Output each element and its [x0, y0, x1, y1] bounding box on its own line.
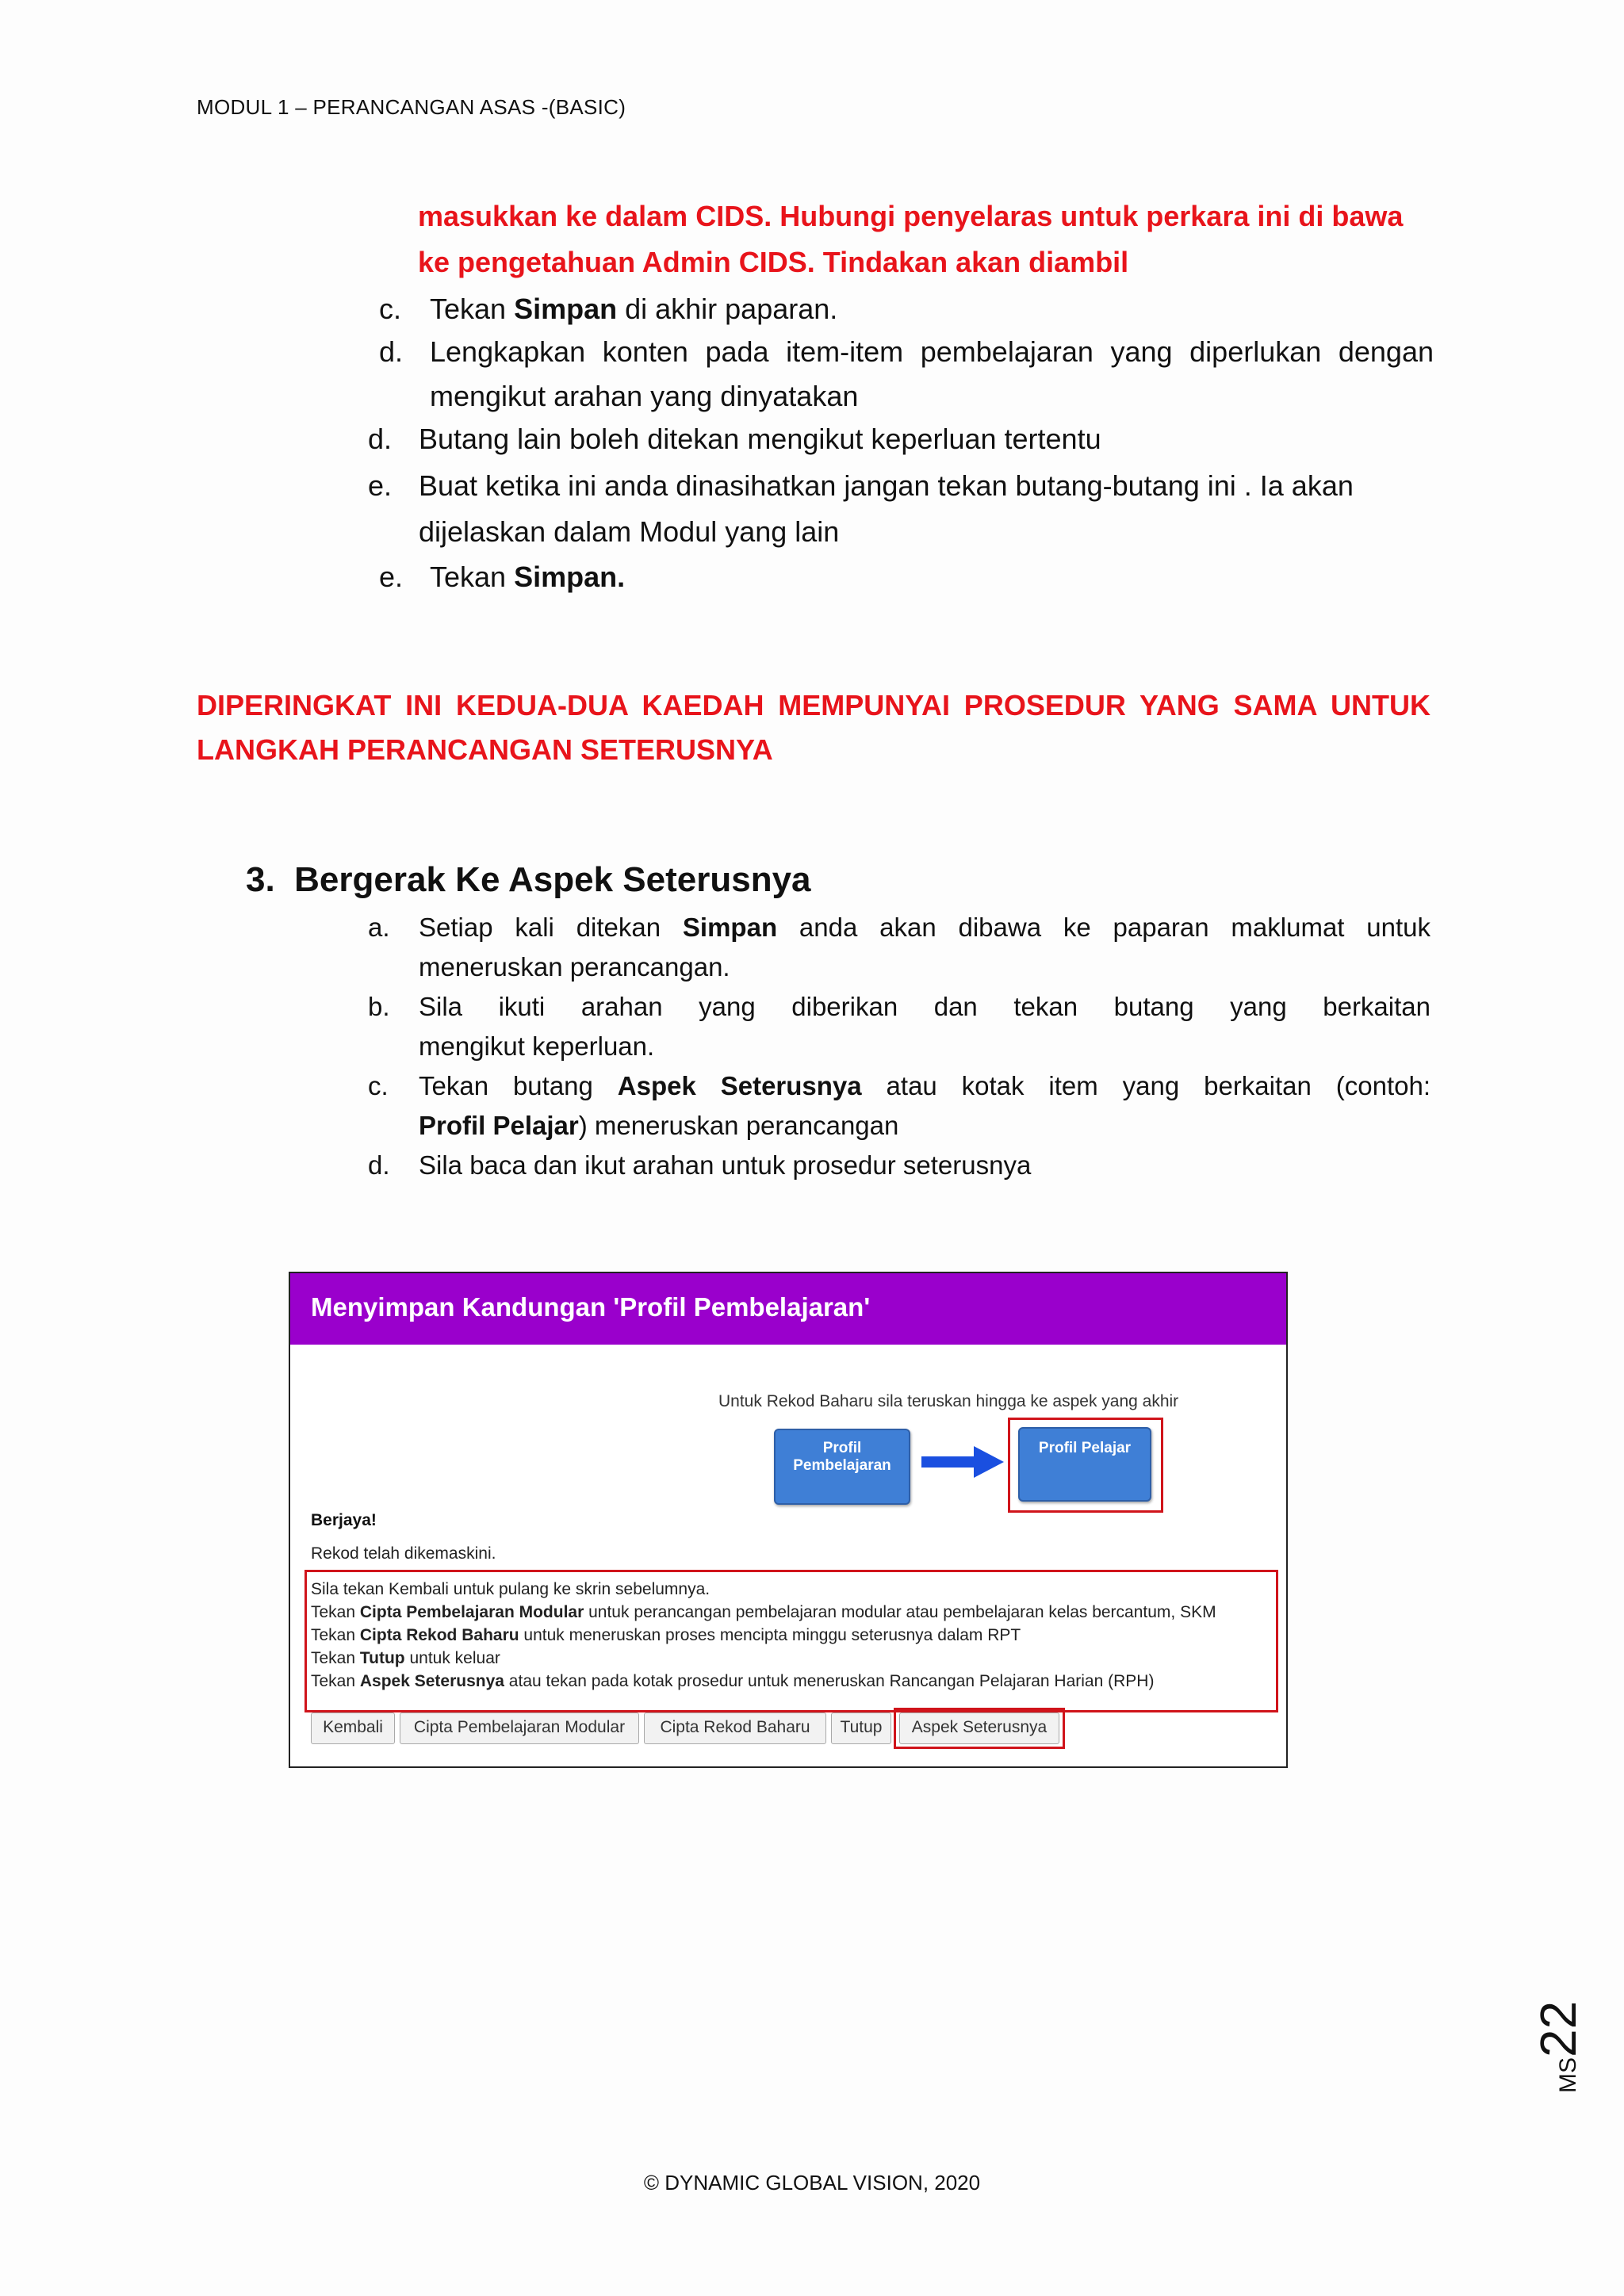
section-title: 3. Bergerak Ke Aspek Seterusnya	[246, 860, 811, 899]
warning-text	[418, 193, 1433, 285]
list-text: Tekan Simpan.	[430, 561, 626, 593]
list-marker: a.	[368, 913, 390, 942]
aspek-seterusnya-button[interactable]: Aspek Seterusnya	[899, 1712, 1059, 1744]
list-marker: e.	[379, 561, 404, 593]
page-number-value: 22	[1530, 2000, 1587, 2057]
tutup-button[interactable]: Tutup	[831, 1712, 891, 1744]
instruction-line: Sila tekan Kembali untuk pulang ke skrin sebelumnya.	[311, 1580, 710, 1598]
list-text: Sila baca dan ikut arahan untuk prosedur seterusnya	[419, 1150, 1032, 1180]
list-marker: d.	[368, 1150, 390, 1180]
list-text: Sila ikuti arahan yang diberikan dan tekan butang yang berkaitan mengikut keperluan.	[419, 992, 1431, 1061]
list-marker: c.	[379, 293, 402, 325]
page-number-prefix: MS	[1555, 2057, 1581, 2093]
cipta-pembelajaran-modular-button[interactable]: Cipta Pembelajaran Modular	[400, 1712, 639, 1744]
save-confirmation-screenshot	[289, 1272, 1288, 1768]
cipta-rekod-baharu-button[interactable]: Cipta Rekod Baharu	[644, 1712, 826, 1744]
warning-line-2: ke pengetahuan Admin CIDS. Tindakan akan diambil	[418, 246, 1129, 278]
page-number	[1507, 1982, 1602, 2101]
list-text: Lengkapkan konten pada item-item pembelajaran yang diperlukan dengan mengikut arahan yang dinyatakan	[430, 335, 1434, 412]
profil-pelajar-button[interactable]: Profil Pelajar	[1018, 1427, 1151, 1502]
instruction-line: Tekan Cipta Pembelajaran Modular untuk perancangan pembelajaran modular atau pembelajaran kelas bercantum, SKM	[311, 1603, 1216, 1621]
profil-pembelajaran-button[interactable]: Profil Pembelajaran	[774, 1429, 910, 1505]
page-header: MODUL 1 – PERANCANGAN ASAS -(BASIC)	[197, 95, 626, 119]
instruction-line: Tekan Aspek Seterusnya atau tekan pada kotak prosedur untuk meneruskan Rancangan Pelajaran Harian (RPH)	[311, 1672, 1155, 1690]
status-title: Berjaya!	[311, 1511, 377, 1529]
dialog-header	[290, 1273, 1286, 1345]
notice-text: DIPERINGKAT INI KEDUA-DUA KAEDAH MEMPUNYAI PROSEDUR YANG SAMA UNTUK LANGKAH PERANCANGAN SETERUSNYA	[197, 689, 1431, 766]
list-marker: e.	[368, 469, 393, 502]
arrow-right-icon	[921, 1446, 1004, 1478]
list-marker: d.	[368, 423, 393, 455]
list-text: Tekan Simpan di akhir paparan.	[430, 293, 838, 325]
next-aspect-hint: Untuk Rekod Baharu sila teruskan hingga ke aspek yang akhir	[718, 1392, 1179, 1410]
list-marker: d.	[379, 335, 404, 368]
list-text: Tekan butang Aspek Seterusnya atau kotak item yang berkaitan (contoh: Profil Pelajar) meneruskan perancangan	[419, 1071, 1431, 1140]
list-text: Setiap kali ditekan Simpan anda akan dibawa ke paparan maklumat untuk meneruskan perancangan.	[419, 913, 1431, 982]
warning-line-1: masukkan ke dalam CIDS. Hubungi penyelaras untuk perkara ini di bawa	[418, 200, 1404, 232]
kembali-button[interactable]: Kembali	[311, 1712, 395, 1744]
status-message: Rekod telah dikemaskini.	[311, 1544, 496, 1563]
page-footer: © DYNAMIC GLOBAL VISION, 2020	[643, 2171, 981, 2195]
list-text: Butang lain boleh ditekan mengikut keperluan tertentu	[419, 423, 1101, 455]
list-text: Buat ketika ini anda dinasihatkan jangan tekan butang-butang ini . Ia akan dijelaskan dalam Modul yang lain	[419, 469, 1354, 548]
dialog-title: Menyimpan Kandungan 'Profil Pembelajaran'	[311, 1292, 871, 1322]
list-marker: c.	[368, 1071, 389, 1100]
instruction-line: Tekan Cipta Rekod Baharu untuk meneruskan proses mencipta minggu seterusnya dalam RPT	[311, 1626, 1021, 1644]
instruction-line: Tekan Tutup untuk keluar	[311, 1649, 500, 1667]
instruction-list	[311, 1578, 1216, 1693]
list-marker: b.	[368, 992, 390, 1021]
